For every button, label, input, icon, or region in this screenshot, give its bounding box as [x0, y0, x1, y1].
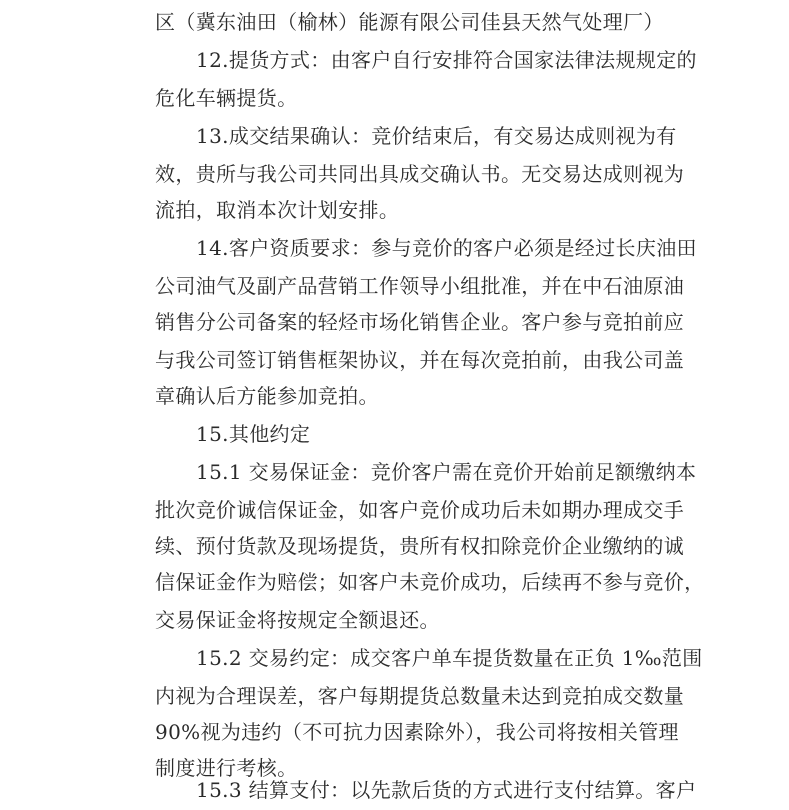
paragraph-line: 14.客户资质要求：参与竞价的客户必须是经过长庆油田	[196, 236, 697, 260]
paragraph-line: 危化车辆提货。	[155, 86, 298, 110]
paragraph-line: 12.提货方式：由客户自行安排符合国家法律法规规定的	[196, 48, 697, 72]
paragraph-line: 制度进行考核。	[155, 756, 298, 780]
paragraph-line: 信保证金作为赔偿；如客户未竞价成功，后续再不参与竞价，	[155, 570, 705, 594]
section-heading: 15.其他约定	[196, 422, 311, 446]
paragraph-line: 15.1 交易保证金：竞价客户需在竞价开始前足额缴纳本	[196, 460, 697, 484]
paragraph-line: 销售分公司备案的轻烃市场化销售企业。客户参与竞拍前应	[155, 310, 685, 334]
paragraph-line: 公司油气及副产品营销工作领导小组批准，并在中石油原油	[155, 274, 685, 298]
paragraph-line: 15.3 结算支付：以先款后货的方式进行支付结算。客户	[196, 778, 697, 802]
paragraph-line: 13.成交结果确认：竞价结束后，有交易达成则视为有	[196, 124, 677, 148]
paragraph-line: 区（冀东油田（榆林）能源有限公司佳县天然气处理厂）	[155, 10, 664, 34]
paragraph-line: 交易保证金将按规定全额退还。	[155, 608, 440, 632]
paragraph-line: 15.2 交易约定：成交客户单车提货数量在正负 1‰范围	[196, 646, 703, 670]
paragraph-line: 与我公司签订销售框架协议，并在每次竞拍前，由我公司盖	[155, 348, 685, 372]
paragraph-line: 效，贵所与我公司共同出具成交确认书。无交易达成则视为	[155, 162, 685, 186]
paragraph-line: 章确认后方能参加竞拍。	[155, 384, 379, 408]
paragraph-line: 批次竞价诚信保证金，如客户竞价成功后未如期办理成交手	[155, 498, 685, 522]
paragraph-line: 90%视为违约（不可抗力因素除外），我公司将按相关管理	[155, 720, 679, 744]
paragraph-line: 续、预付货款及现场提货，贵所有权扣除竞价企业缴纳的诚	[155, 534, 685, 558]
paragraph-line: 内视为合理误差，客户每期提货总数量未达到竞拍成交数量	[155, 684, 685, 708]
paragraph-line: 流拍，取消本次计划安排。	[155, 198, 400, 222]
